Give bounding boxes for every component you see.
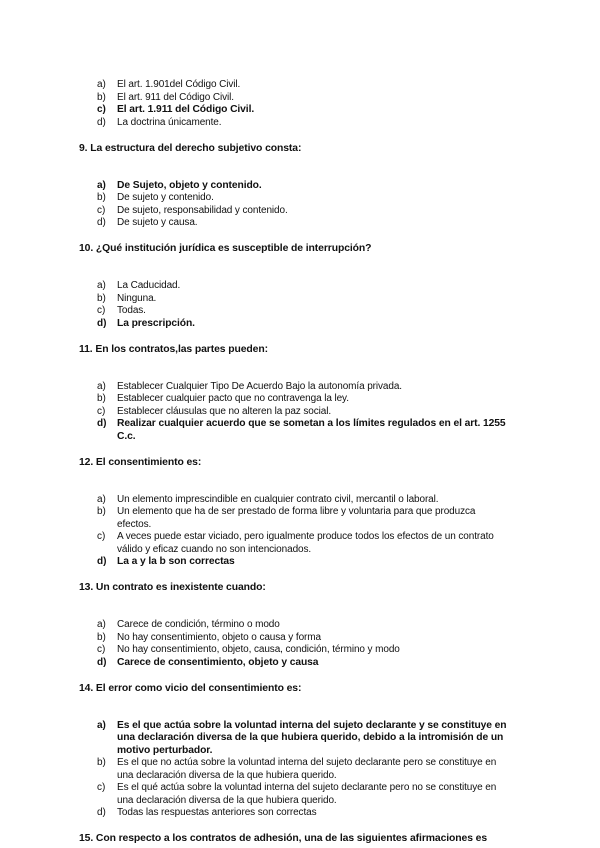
option-text: La doctrina únicamente. — [117, 116, 222, 128]
option-text: Todas las respuestas anteriores son correctas — [117, 807, 317, 818]
correct-answer-text: Es el que actúa sobre la voluntad interna del sujeto declarante y se constituye en — [117, 719, 507, 731]
option-text: Establecer cualquier pacto que no contravenga la ley. — [117, 393, 349, 404]
option-label: d) — [97, 217, 106, 228]
option-label: d) — [97, 556, 107, 567]
question-heading: 15. Con respecto a los contratos de adhesión, una de las siguientes afirmaciones es — [79, 833, 488, 844]
option-text: efectos. — [117, 518, 152, 530]
option-text: Carece de condición, término o modo — [117, 619, 280, 630]
option-text: A veces puede estar viciado, pero igualmente produce todos los efectos de un contrato — [117, 531, 494, 542]
option-label: d) — [97, 317, 107, 329]
question-heading: 14. El error como vicio del consentimiento es: — [79, 682, 302, 694]
correct-answer-text: Realizar cualquier acuerdo que se sometan a los límites regulados en el art. 1255 — [117, 418, 506, 429]
option-text: una declaración diversa de la que hubiera querido. — [117, 769, 337, 781]
option-text: Es el qué actúa sobre la voluntad interna del sujeto declarante pero no se constituye en — [117, 782, 497, 793]
option-text: De sujeto, responsabilidad y contenido. — [117, 204, 288, 216]
option-label: c) — [97, 204, 106, 216]
option-label: a) — [97, 493, 106, 505]
option-label: a) — [97, 380, 106, 392]
option-label: d) — [97, 418, 107, 429]
option-label: d) — [97, 116, 106, 128]
option-label: c) — [97, 644, 106, 655]
option-label: c) — [97, 405, 106, 417]
correct-answer-text: Carece de consentimiento, objeto y causa — [117, 656, 319, 668]
option-label: b) — [97, 292, 106, 304]
correct-answer-text: La prescripción. — [117, 317, 195, 329]
option-text: De sujeto y causa. — [117, 217, 198, 228]
option-label: c) — [97, 782, 106, 793]
option-label: d) — [97, 656, 107, 668]
option-label: c) — [97, 305, 106, 316]
question-heading: 13. Un contrato es inexistente cuando: — [79, 582, 266, 593]
option-label: b) — [97, 506, 106, 517]
option-label: a) — [97, 719, 106, 731]
option-label: a) — [97, 79, 106, 90]
correct-answer-text: C.c. — [117, 430, 136, 442]
question-heading: 10. ¿Qué institución jurídica es susceptible de interrupción? — [79, 243, 372, 254]
option-text: La Caducidad. — [117, 280, 181, 291]
option-label: b) — [97, 192, 106, 203]
option-label: a) — [97, 619, 106, 630]
option-text: Un elemento que ha de ser prestado de forma libre y voluntaria para que produzca — [117, 506, 476, 517]
option-label: d) — [97, 807, 106, 818]
correct-answer-text: El art. 1.911 del Código Civil. — [117, 104, 255, 115]
option-label: b) — [97, 393, 106, 404]
question-heading: 9. La estructura del derecho subjetivo consta: — [79, 142, 302, 154]
option-label: c) — [97, 104, 106, 115]
option-label: b) — [97, 631, 106, 643]
option-text: No hay consentimiento, objeto o causa y forma — [117, 631, 321, 643]
option-text: Todas. — [117, 305, 146, 316]
option-text: una declaración diversa de la que hubiera querido. — [117, 794, 337, 806]
correct-answer-text: De Sujeto, objeto y contenido. — [117, 179, 262, 191]
option-text: El art. 911 del Código Civil. — [117, 91, 234, 103]
option-text: De sujeto y contenido. — [117, 192, 214, 203]
option-label: a) — [97, 179, 106, 191]
correct-answer-text: La a y la b son correctas — [117, 556, 235, 567]
option-label: b) — [97, 757, 106, 768]
option-text: Establecer Cualquier Tipo De Acuerdo Bajo la autonomía privada. — [117, 380, 402, 392]
option-label: b) — [97, 91, 106, 103]
option-text: El art. 1.901del Código Civil. — [117, 79, 241, 90]
question-heading: 11. En los contratos,las partes pueden: — [79, 343, 268, 355]
option-label: a) — [97, 280, 106, 291]
option-text: Es el que no actúa sobre la voluntad interna del sujeto declarante pero se constituye en — [117, 757, 497, 768]
option-text: Un elemento imprescindible en cualquier contrato civil, mercantil o laboral. — [117, 493, 439, 505]
option-text: Establecer cláusulas que no alteren la paz social. — [117, 405, 332, 417]
correct-answer-text: una declaración diversa de la que hubiera querido, debido a la intromisión de un — [117, 732, 504, 743]
question-heading: 12. El consentimiento es: — [79, 456, 202, 468]
option-label: c) — [97, 531, 106, 542]
option-text: Ninguna. — [117, 292, 157, 304]
option-text: válido y eficaz cuando no son intencionados. — [117, 543, 312, 555]
correct-answer-text: motivo perturbador. — [117, 744, 213, 756]
option-text: No hay consentimiento, objeto, causa, condición, término y modo — [117, 644, 400, 655]
